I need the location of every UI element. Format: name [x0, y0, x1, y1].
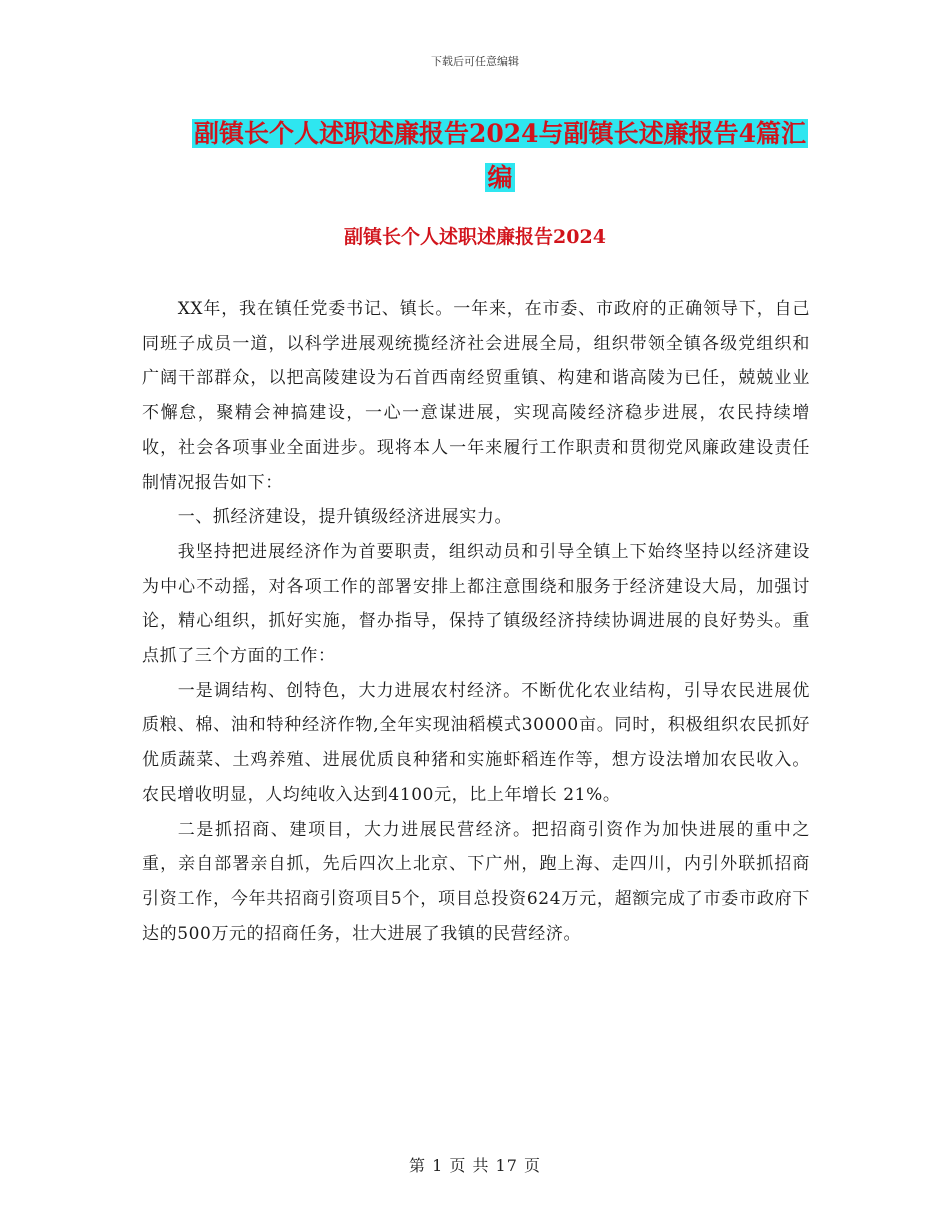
- paragraph: 我坚持把进展经济作为首要职责，组织动员和引导全镇上下始终坚持以经济建设为中心不动摇，对各项工作的部署安排上都注意围绕和服务于经济建设大局，加强讨论，精心组织，抓好实施，督办指导，保持了镇级经济持续协调进展的良好势头。重点抓了三个方面的工作：: [142, 541, 810, 667]
- page-footer: 第 1 页 共 17 页: [409, 1156, 541, 1175]
- main-title-text: 副镇长个人述职述廉报告2024与副镇长述廉报告4篇汇编: [194, 119, 806, 192]
- document-body: [142, 292, 810, 951]
- section-title: 副镇长个人述职述廉报告2024: [344, 226, 606, 248]
- paragraph: 一、抓经济建设，提升镇级经济进展实力。: [177, 507, 513, 528]
- paragraph: 一是调结构、创特色，大力进展农村经济。不断优化农业结构，引导农民进展优质粮、棉、油和特种经济作物,全年实现油稻模式30000亩。同时，积极组织农民抓好优质蔬菜、土鸡养殖、进展优质良种猪和实施虾稻连作等，想方设法增加农民收入。农民增收明显，人均纯收入达到4100元，比上年增长 21%。: [142, 680, 810, 805]
- paragraph: XX年，我在镇任党委书记、镇长。一年来，在市委、市政府的正确领导下，自己同班子成员一道，以科学进展观统揽经济社会进展全局，组织带领全镇各级党组织和广阔干部群众，以把高陵建设为石首西南经贸重镇、构建和谐高陵为已任，兢兢业业不懈怠，聚精会神搞建设，一心一意谋进展，实现高陵经济稳步进展，农民持续增收，社会各项事业全面进步。现将本人一年来履行工作职责和贯彻党风廉政建设责任制情况报告如下：: [142, 299, 810, 493]
- header-note: 下载后可任意编辑: [431, 55, 519, 68]
- document-main-title: [190, 112, 810, 200]
- paragraph: 二是抓招商、建项目，大力进展民营经济。把招商引资作为加快进展的重中之重，亲自部署亲自抓，先后四次上北京、下广州，跑上海、走四川，内引外联抓招商引资工作，今年共招商引资项目5个，项目总投资624万元，超额完成了市委市政府下达的500万元的招商任务，壮大进展了我镇的民营经济。: [142, 819, 810, 944]
